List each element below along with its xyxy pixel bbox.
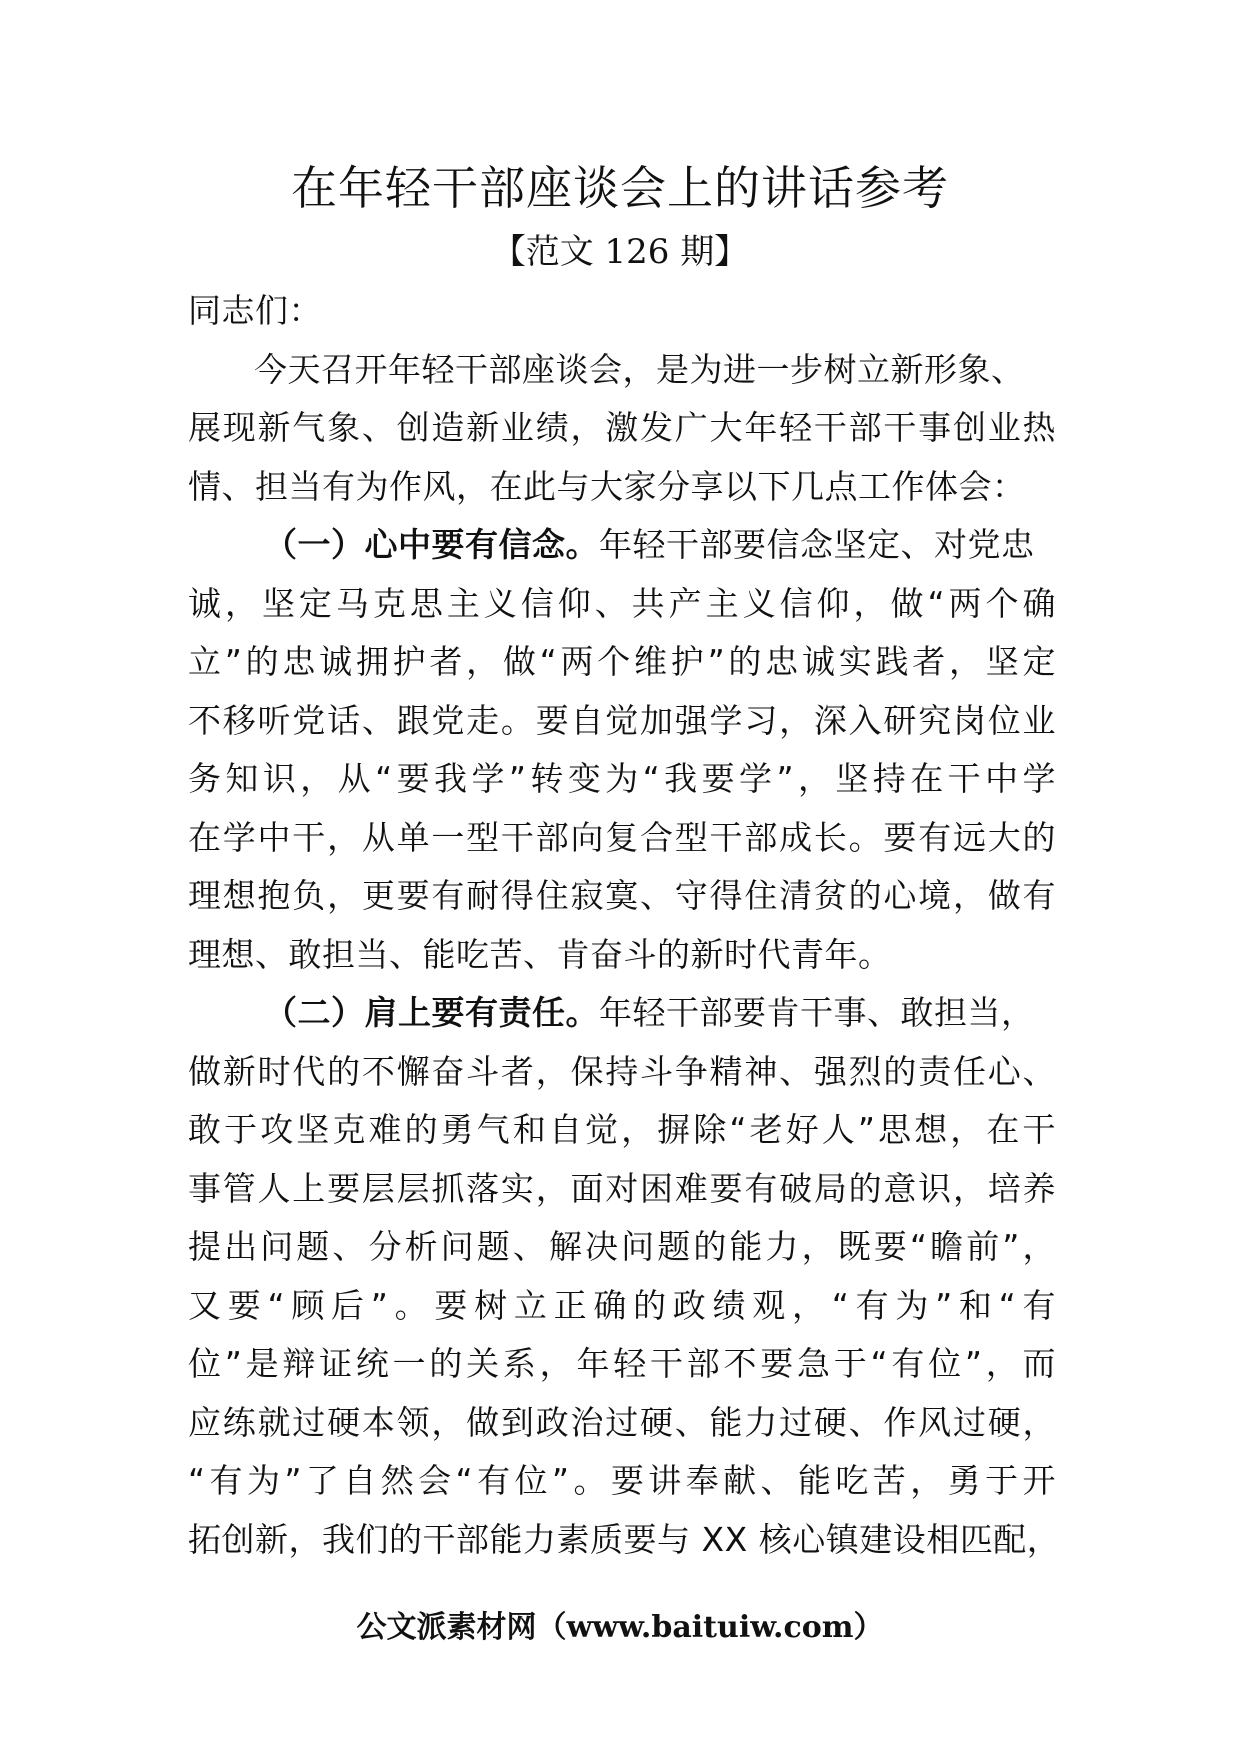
section-2-line: 位”是辩证统一的关系，年轻干部不要急于“有位”，而 bbox=[188, 1344, 1056, 1383]
document-subtitle: 【范文 126 期】 bbox=[491, 232, 749, 272]
section-2-heading: （二）肩上要有责任。 bbox=[264, 993, 599, 1032]
section-1-line: 理想、敢担当、能吃苦、肯奋斗的新时代青年。 bbox=[188, 934, 892, 974]
section-1-first-line bbox=[188, 516, 1056, 575]
intro-line: 展现新气象、创造新业绩，激发广大年轻干部干事创业热 bbox=[188, 408, 1056, 447]
section-1-line: 在学中干，从单一型干部向复合型干部成长。要有远大的 bbox=[188, 817, 1056, 857]
section-1-heading: （一）心中要有信念。 bbox=[264, 525, 599, 564]
section-2-line: 事管人上要层层抓落实，面对困难要有破局的意识，培养 bbox=[188, 1168, 1056, 1208]
section-2-line: 敢于攻坚克难的勇气和自觉，摒除“老好人”思想，在干 bbox=[188, 1110, 1056, 1149]
section-2-first-line bbox=[188, 984, 1056, 1043]
intro-line: 情、担当有为作风，在此与大家分享以下几点工作体会： bbox=[188, 466, 1026, 506]
section-2-line: “有为”了自然会“有位”。要讲奉献、能吃苦，勇于开 bbox=[188, 1461, 1056, 1500]
section-2-line: 做新时代的不懈奋斗者，保持斗争精神、强烈的责任心、 bbox=[188, 1051, 1056, 1091]
section-2-line: 拓创新，我们的干部能力素质要与 XX 核心镇建设相匹配， bbox=[188, 1519, 1061, 1559]
section-2-line: 应练就过硬本领，做到政治过硬、能力过硬、作风过硬， bbox=[188, 1402, 1056, 1442]
section-1-line: 务知识，从“要我学”转变为“我要学”，坚持在干中学 bbox=[188, 759, 1056, 798]
section-1-line: 不移听党话、跟党走。要自觉加强学习，深入研究岗位业 bbox=[188, 700, 1056, 740]
section-1-first-line-text: 年轻干部要信念坚定、对党忠 bbox=[599, 525, 1035, 564]
salutation: 同志们： bbox=[188, 291, 322, 330]
intro-line: 今天召开年轻干部座谈会，是为进一步树立新形象、 bbox=[254, 349, 1025, 389]
section-1-line: 诚，坚定马克思主义信仰、共产主义信仰，做“两个确 bbox=[188, 583, 1056, 623]
section-2-line: 提出问题、分析问题、解决问题的能力，既要“瞻前”， bbox=[188, 1227, 1056, 1266]
section-1-line: 立”的忠诚拥护者，做“两个维护”的忠诚实践者，坚定 bbox=[188, 642, 1056, 681]
section-2-first-line-text: 年轻干部要肯干事、敢担当， bbox=[599, 993, 1035, 1032]
footer-watermark: 公文派素材网（www.baituiw.com） bbox=[356, 1610, 884, 1645]
section-1-line: 理想抱负，更要有耐得住寂寞、守得住清贫的心境，做有 bbox=[188, 876, 1056, 915]
document-title: 在年轻干部座谈会上的讲话参考 bbox=[291, 161, 949, 215]
section-2-line: 又要“顾后”。要树立正确的政绩观，“有为”和“有 bbox=[188, 1285, 1056, 1325]
document-body bbox=[188, 282, 1061, 1569]
